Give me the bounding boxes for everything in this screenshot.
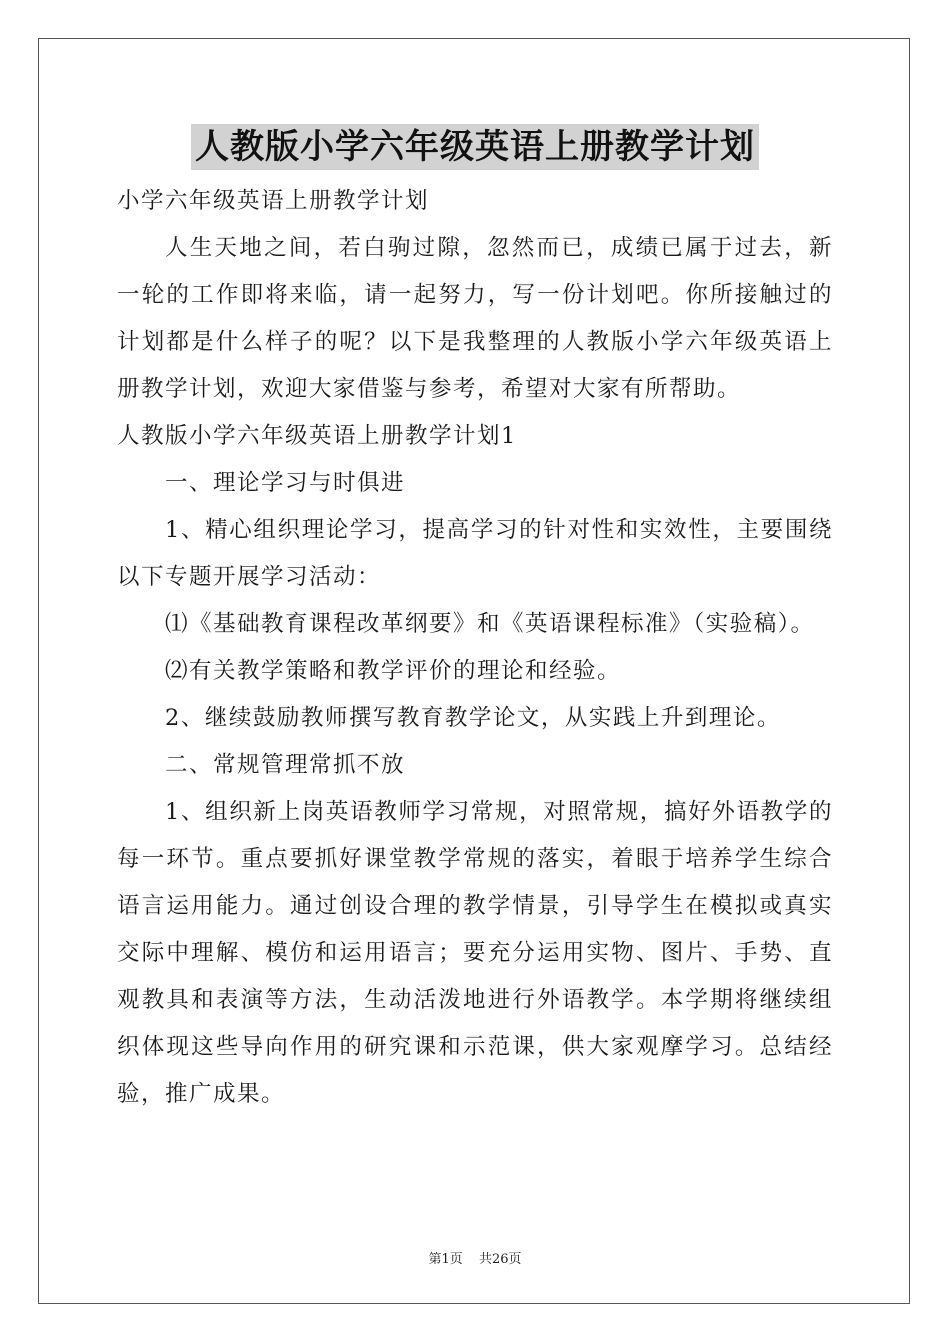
paragraph-item-2: 2、继续鼓励教师撰写教育教学论文，从实践上升到理论。: [165, 705, 781, 731]
paragraph-subtitle: 小学六年级英语上册教学计划: [117, 188, 430, 214]
document-body: [117, 178, 833, 1118]
page-footer: [0, 1248, 950, 1267]
paragraph-intro: 人生天地之间，若白驹过隙，忽然而已，成绩已属于过去，新一轮的工作即将来临，请一起努力，写一份计划吧。你所接触过的计划都是什么样子的呢？以下是我整理的人教版小学六年级英语上册教学计划，欢迎大家借鉴与参考，希望对大家有所帮助。: [117, 235, 833, 402]
page-total: 共26页: [478, 1252, 522, 1267]
paragraph-heading-management: 二、常规管理常抓不放: [165, 752, 406, 778]
page-number: 第1页: [428, 1252, 463, 1267]
paragraph-subitem-2: ⑵有关教学策略和教学评价的理论和经验。: [165, 658, 622, 684]
paragraph-item-1: 1、精心组织理论学习，提高学习的针对性和实效性，主要围绕以下专题开展学习活动：: [117, 517, 833, 590]
title-container: [0, 124, 950, 170]
paragraph-heading-theory: 一、理论学习与时俱进: [165, 470, 406, 496]
paragraph-section-heading: 人教版小学六年级英语上册教学计划1: [117, 423, 517, 449]
document-title: 人教版小学六年级英语上册教学计划: [191, 124, 759, 170]
paragraph-management-item-1: 1、组织新上岗英语教师学习常规，对照常规，搞好外语教学的每一环节。重点要抓好课堂教学常规的落实，着眼于培养学生综合语言运用能力。通过创设合理的教学情景，引导学生在模拟或真实交际中理解、模仿和运用语言；要充分运用实物、图片、手势、直观教具和表演等方法，生动活泼地进行外语教学。本学期将继续组织体现这些导向作用的研究课和示范课，供大家观摩学习。总结经验，推广成果。: [117, 799, 833, 1107]
paragraph-subitem-1: ⑴《基础教育课程改革纲要》和《英语课程标准》（实验稿）。: [165, 611, 815, 637]
